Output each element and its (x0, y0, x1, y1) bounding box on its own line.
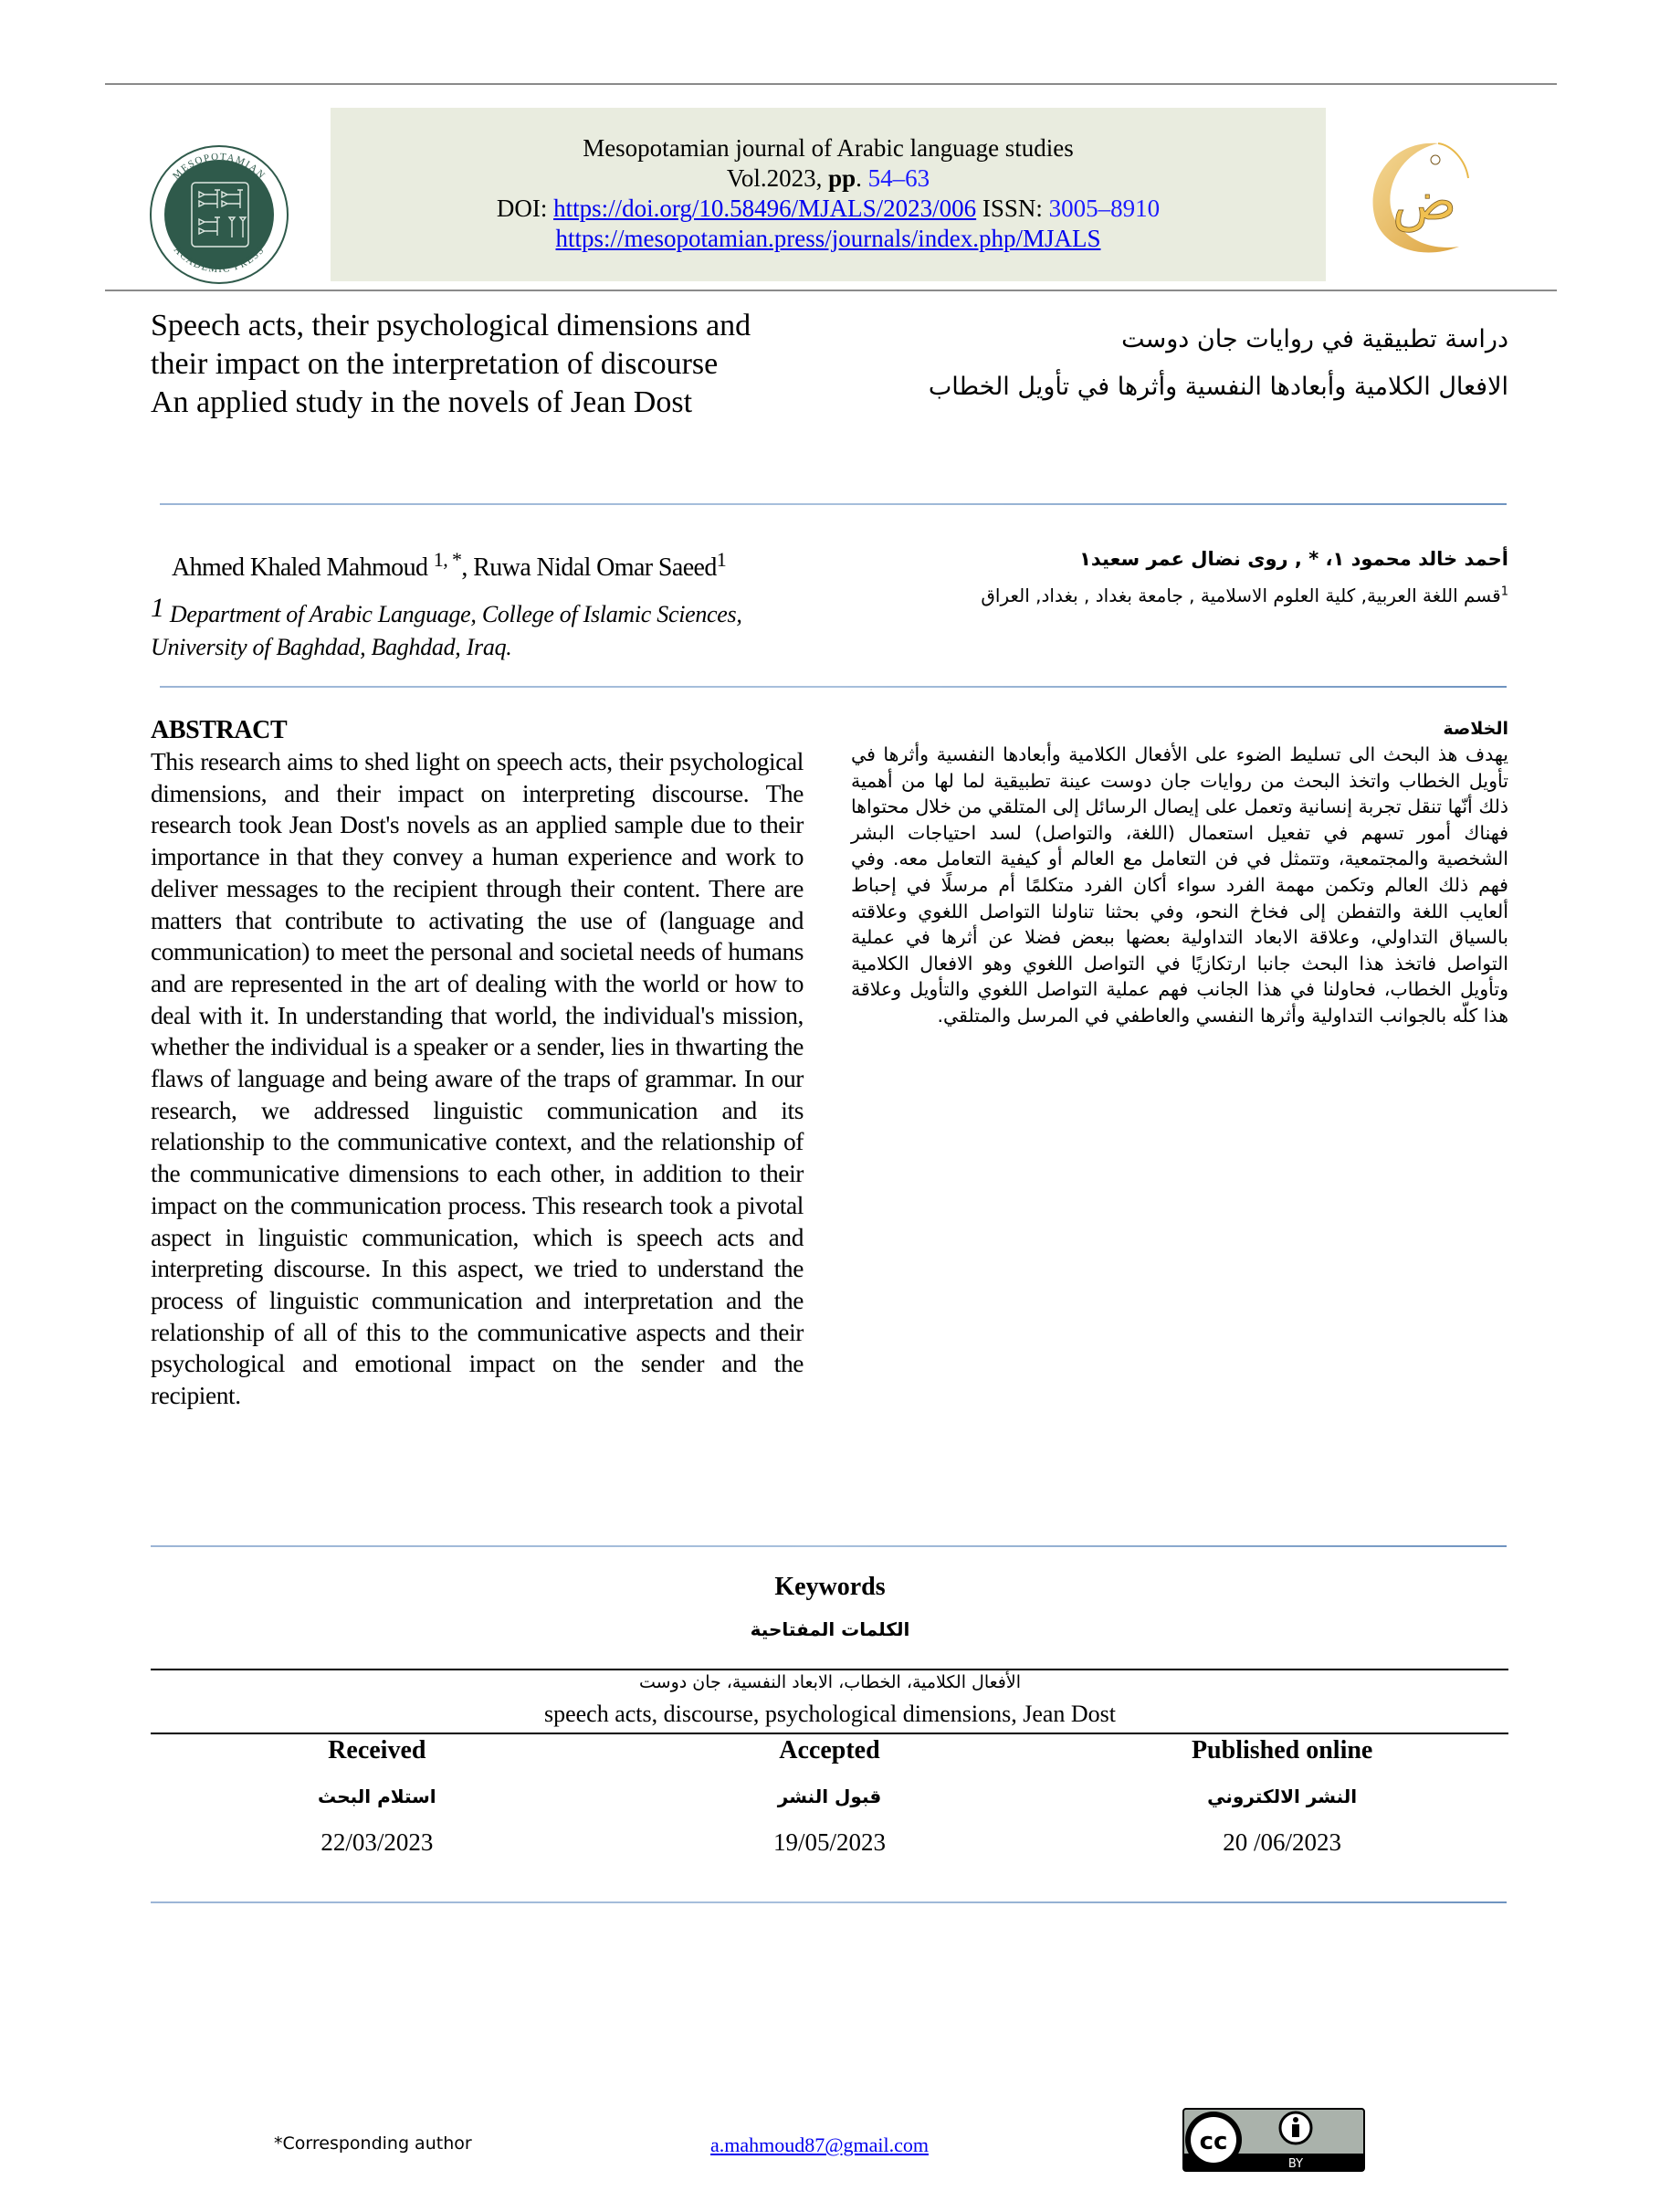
abstract-body: يهدف هذ البحث الى تسليط الضوء على الأفعال الكلامية وأبعادها النفسية وأثرها في تأويل الخطاب واتخذ البحث من روايات جان دوست عينة تطبيقية لما لها من أهمية ذلك أنّها تنقل تجربة إنسانية وتعمل على إيصال الرسائل إلى المتلقي من خلال محتواها فهناك أمور تسهم في تفعيل استعمال (اللغة، والتواصل) لسد احتياجات البشر الشخصية والمجتمعية، وتتمثل في فن التعامل مع العالم أو كيفية التعامل معه. وفي فهم ذلك العالم وتكمن مهمة الفرد سواء أكان الفرد متكلمًا أم مرسلًا في إحباط ألعايب اللغة والتفطن إلى فخاخ النحو، وفي بحثنا تناولنا التواصل اللغوي وعلاقته بالسياق التداولي، وعلاقة الابعاد التداولية بعضها ببعض فضلا عن أثرها في عملية التواصل فاتخذ هذا البحث جانبا ارتكازيًا في التواصل اللغوي وهو الافعال الكلامية وتأويل الخطاب، فحاولنا في هذا الجانب فهم عملية التواصل اللغوي والتأويل وعلاقة هذا كلّه بالجوانب التداولية وأثرها النفسي والعاطفي في المرسل والمتلقي. (851, 743, 1508, 1027)
corresponding-author-email-link[interactable]: a.mahmoud87@gmail.com (710, 2133, 929, 2156)
keywords-top-rule (151, 1669, 1508, 1670)
top-rule (105, 83, 1557, 85)
publication-dates (151, 1735, 1508, 1858)
journal-website-link[interactable]: https://mesopotamian.press/journals/index.php/MJALS (555, 225, 1101, 252)
title-en-line: their impact on the interpretation of discourse (151, 347, 719, 381)
journal-doi-line (331, 194, 1326, 224)
date-label-published-ar: النشر الالكتروني (1207, 1785, 1358, 1807)
keywords-heading: Keywords (774, 1573, 886, 1601)
section-divider (151, 1545, 1507, 1547)
svg-text:BY: BY (1287, 2157, 1304, 2171)
date-label-received-ar: استلام البحث (318, 1785, 436, 1807)
date-label-received: Received (328, 1736, 426, 1764)
title-ar-line: دراسة تطبيقية في روايات جان دوست (1121, 325, 1508, 353)
date-value-published: 20 /06/2023 (1223, 1828, 1342, 1856)
article-title-en (151, 307, 845, 422)
affiliation-text: قسم اللغة العربية, كلية العلوم الاسلامية , جامعة بغداد , بغداد, العراق (981, 585, 1501, 606)
pages-label: pp (828, 164, 856, 192)
authors-ar: أحمد خالد محمود ١، * , روى نضال عمر سعيد١ (1079, 548, 1508, 570)
corresponding-author-label: *Corresponding author (274, 2133, 472, 2154)
article-title-ar (851, 316, 1508, 411)
affiliation-line: Department of Arabic Language, College of Islamic Sciences, (163, 601, 742, 627)
title-en-line: Speech acts, their psychological dimensions and (151, 309, 751, 342)
svg-text:ض: ض (1392, 170, 1457, 232)
abstract-heading: الخلاصة (1443, 719, 1508, 739)
date-label-published: Published online (1191, 1736, 1373, 1764)
date-value-received: 22/03/2023 (320, 1828, 434, 1856)
pages-sep: . (856, 164, 868, 192)
section-divider (160, 503, 1507, 505)
author-name: Ahmed Khaled Mahmoud (172, 553, 434, 582)
issn-label: ISSN: (976, 195, 1049, 222)
affil-marker: 1 (1500, 585, 1508, 599)
abstract-body: This research aims to shed light on speech acts, their psychological dimensions, and their impact on interpreting discourse. The research took Jean Dost's novels as an applied sample due to their importance in that they convey a human experience and work to deliver messages to the recipient through their content. There are matters that contribute to activating the use of (language and communication) to meet the personal and societal needs of humans and are represented in the art of dealing with the world or how to deal with it. In understanding that world, the individual's mission, whether the individual is a speaker or a sender, lies in thwarting the flaws of language and being aware of the traps of grammar. In our research, we addressed linguistic communication and its relationship to the communicative context, and the relationship of the communicative dimensions to each other, in addition to their impact on the communication process. This research took a pivotal aspect in linguistic communication, which is speech acts and interpreting discourse. In this aspect, we tried to understand the process of linguistic communication and interpretation and the relationship of all of this to the communicative aspects and their psychological and emotional impact on the sender and the recipient. (151, 748, 804, 1410)
affiliation-en (151, 592, 808, 664)
section-divider (160, 686, 1507, 688)
date-label-accepted: Accepted (779, 1736, 880, 1764)
abstract-ar (851, 718, 1508, 1029)
journal-name: Mesopotamian journal of Arabic language studies (583, 134, 1074, 162)
arabic-letter-dad-crescent-icon (1351, 123, 1470, 269)
svg-text:cc: cc (1199, 2128, 1228, 2155)
section-divider (151, 1901, 1507, 1903)
date-value-accepted: 19/05/2023 (772, 1828, 886, 1856)
keywords-bottom-rule (151, 1733, 1508, 1734)
doi-label: DOI: (496, 195, 554, 222)
cc-by-license-icon[interactable] (1182, 2108, 1365, 2172)
date-label-accepted-ar: قبول النشر (777, 1785, 882, 1807)
affiliation-line: University of Baghdad, Baghdad, Iraq. (151, 634, 512, 660)
author-name: Ruwa Nidal Omar Saeed (473, 553, 717, 582)
keywords-list-ar: الأفعال الكلامية، الخطاب، الابعاد النفسية، جان دوست (639, 1672, 1021, 1692)
keywords-list-en: speech acts, discourse, psychological dimensions, Jean Dost (543, 1701, 1117, 1727)
abstract-heading: ABSTRACT (151, 716, 288, 744)
authors-en (172, 548, 726, 583)
keywords-heading-ar: الكلمات المفتاحية (750, 1618, 910, 1640)
author-affil-marker: 1, * (433, 548, 462, 571)
mesopotamian-academic-press-seal-icon (149, 144, 289, 285)
affil-marker: 1 (151, 593, 164, 623)
journal-volume (331, 163, 1326, 194)
journal-header (331, 108, 1326, 281)
author-affil-marker: 1 (716, 548, 727, 571)
issn-value: 3005–8910 (1048, 195, 1161, 222)
svg-text:MESOPOTAMIAN: MESOPOTAMIAN (171, 151, 268, 182)
svg-text:ACADEMIC PRESS: ACADEMIC PRESS (171, 244, 268, 276)
affiliation-ar (981, 585, 1508, 606)
pages-value: 54–63 (867, 164, 930, 192)
title-en-line: An applied study in the novels of Jean Dost (151, 385, 693, 419)
author-separator: , (461, 553, 474, 582)
header-bottom-rule (105, 290, 1557, 291)
doi-link[interactable]: https://doi.org/10.58496/MJALS/2023/006 (553, 195, 977, 222)
title-ar-line: الافعال الكلامية وأبعادها النفسية وأثرها في تأويل الخطاب (928, 373, 1508, 401)
abstract-en (151, 715, 804, 1412)
volume-text: Vol.2023, (726, 164, 829, 192)
